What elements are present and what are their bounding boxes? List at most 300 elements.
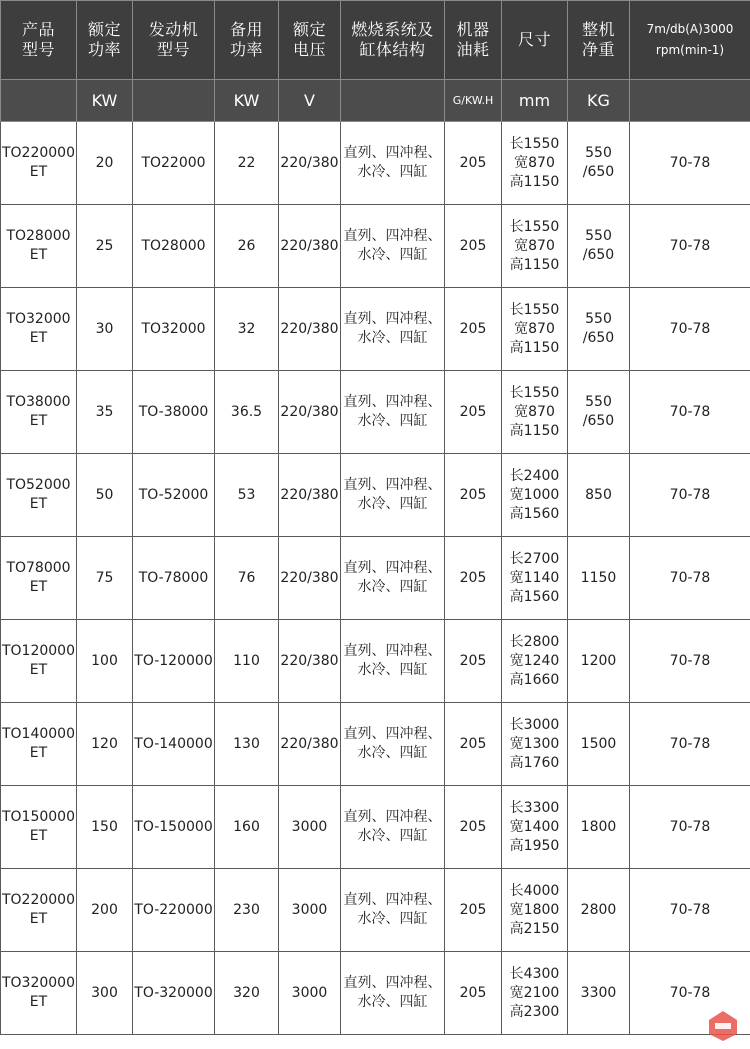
combustion-system-cell-text: 水冷、四缸 bbox=[357, 662, 428, 678]
fuel-consumption-cell bbox=[445, 786, 502, 869]
combustion-system-cell bbox=[341, 371, 445, 454]
combustion-system-cell-text: 直列、四冲程、 bbox=[343, 975, 442, 991]
unit-cell bbox=[630, 80, 750, 122]
combustion-system-cell bbox=[341, 288, 445, 371]
fuel-consumption-cell bbox=[445, 869, 502, 952]
header-product-model: 产品 型号 bbox=[1, 1, 77, 80]
dimensions-cell bbox=[502, 454, 568, 537]
fuel-consumption-cell-text: 205 bbox=[459, 569, 487, 586]
fuel-consumption-cell-text: 205 bbox=[459, 735, 487, 752]
combustion-system-cell-text: 水冷、四缸 bbox=[357, 745, 428, 761]
dimensions-cell-text: 宽1300 bbox=[509, 735, 560, 752]
product-model-cell-text: ET bbox=[29, 745, 48, 761]
net-weight-cell-text: 550 bbox=[585, 394, 612, 410]
standby-power-cell bbox=[215, 620, 279, 703]
product-model-cell bbox=[1, 205, 77, 288]
engine-model-cell-text: TO28000 bbox=[141, 237, 206, 254]
engine-model-cell bbox=[133, 620, 215, 703]
table-row bbox=[1, 205, 750, 288]
noise-level-cell-text: 70-78 bbox=[669, 901, 711, 918]
net-weight-cell-text: /650 bbox=[582, 330, 615, 346]
rated-power-cell bbox=[77, 786, 133, 869]
dimensions-cell-text: 长4300 bbox=[509, 965, 560, 982]
combustion-system-cell-text: 水冷、四缸 bbox=[357, 828, 428, 844]
product-model-cell bbox=[1, 371, 77, 454]
combustion-system-cell-text: 直列、四冲程、 bbox=[343, 394, 442, 410]
fuel-consumption-cell bbox=[445, 288, 502, 371]
rated-voltage-cell-text: 220/380 bbox=[280, 403, 339, 420]
engine-model-cell bbox=[133, 786, 215, 869]
net-weight-cell-text: 1500 bbox=[580, 735, 617, 752]
standby-power-cell-text: 160 bbox=[233, 818, 260, 835]
net-weight-cell bbox=[568, 371, 630, 454]
product-model-cell-text: ET bbox=[29, 994, 48, 1010]
engine-model-cell bbox=[133, 537, 215, 620]
noise-level-cell-text: 70-78 bbox=[669, 735, 711, 752]
standby-power-cell-text: 53 bbox=[237, 486, 256, 503]
engine-model-cell bbox=[133, 205, 215, 288]
dimensions-cell-text: 长1550 bbox=[509, 384, 560, 401]
rated-power-cell bbox=[77, 288, 133, 371]
dimensions-cell-text: 高1950 bbox=[509, 837, 560, 854]
standby-power-cell bbox=[215, 952, 279, 1035]
dimensions-cell bbox=[502, 869, 568, 952]
unit-cell: mm bbox=[502, 80, 568, 122]
combustion-system-cell-text: 水冷、四缸 bbox=[357, 911, 428, 927]
standby-power-cell-text: 26 bbox=[237, 237, 256, 254]
unit-cell: KW bbox=[77, 80, 133, 122]
standby-power-cell-text: 230 bbox=[233, 901, 260, 918]
net-weight-cell-text: /650 bbox=[582, 164, 615, 180]
product-model-cell-text: ET bbox=[29, 496, 48, 512]
product-model-cell-text: TO220000 bbox=[1, 892, 75, 908]
unit-row bbox=[1, 80, 750, 122]
dimensions-cell-text: 长3300 bbox=[509, 799, 560, 816]
rated-voltage-cell bbox=[279, 288, 341, 371]
header-dimensions: 尺寸 bbox=[502, 1, 568, 80]
engine-model-cell-text: TO-150000 bbox=[134, 818, 213, 835]
unit-cell bbox=[341, 80, 445, 122]
rated-voltage-cell bbox=[279, 703, 341, 786]
combustion-system-cell-text: 直列、四冲程、 bbox=[343, 726, 442, 742]
engine-model-cell-text: TO-52000 bbox=[138, 486, 209, 503]
net-weight-cell-text: 1800 bbox=[580, 818, 617, 835]
fuel-consumption-cell bbox=[445, 620, 502, 703]
dimensions-cell-text: 高1560 bbox=[509, 588, 560, 605]
noise-level-cell bbox=[630, 703, 750, 786]
header-combustion-system: 燃烧系统及 缸体结构 bbox=[341, 1, 445, 80]
combustion-system-cell bbox=[341, 454, 445, 537]
net-weight-cell bbox=[568, 205, 630, 288]
combustion-system-cell-text: 水冷、四缸 bbox=[357, 164, 428, 180]
standby-power-cell-text: 76 bbox=[237, 569, 256, 586]
standby-power-cell bbox=[215, 288, 279, 371]
dimensions-cell-text: 宽1140 bbox=[509, 569, 560, 586]
header-fuel-consumption: 机器 油耗 bbox=[445, 1, 502, 80]
product-model-cell bbox=[1, 454, 77, 537]
product-model-cell-text: ET bbox=[29, 662, 48, 678]
product-model-cell bbox=[1, 869, 77, 952]
noise-level-cell bbox=[630, 454, 750, 537]
noise-level-cell-text: 70-78 bbox=[669, 984, 711, 1001]
product-model-cell-text: TO38000 bbox=[6, 394, 71, 410]
noise-level-cell-text: 70-78 bbox=[669, 652, 711, 669]
dimensions-cell-text: 宽1000 bbox=[509, 486, 560, 503]
net-weight-cell bbox=[568, 703, 630, 786]
fuel-consumption-cell bbox=[445, 454, 502, 537]
standby-power-cell bbox=[215, 122, 279, 205]
dimensions-cell-text: 长2700 bbox=[509, 550, 560, 567]
noise-level-cell-text: 70-78 bbox=[669, 237, 711, 254]
unit-cell: KW bbox=[215, 80, 279, 122]
rated-power-cell-text: 35 bbox=[95, 403, 114, 420]
fuel-consumption-cell bbox=[445, 703, 502, 786]
header-noise-level: 7m/db(A)3000 rpm(min-1) bbox=[630, 1, 750, 80]
product-model-cell-text: TO28000 bbox=[6, 228, 71, 244]
product-model-cell-text: ET bbox=[29, 828, 48, 844]
dimensions-cell-text: 长1550 bbox=[509, 301, 560, 318]
rated-voltage-cell-text: 220/380 bbox=[280, 569, 339, 586]
dimensions-cell-text: 宽1240 bbox=[509, 652, 560, 669]
standby-power-cell bbox=[215, 537, 279, 620]
fuel-consumption-cell-text: 205 bbox=[459, 237, 487, 254]
table-row bbox=[1, 454, 750, 537]
fuel-consumption-cell-text: 205 bbox=[459, 320, 487, 337]
combustion-system-cell-text: 直列、四冲程、 bbox=[343, 643, 442, 659]
combustion-system-cell bbox=[341, 952, 445, 1035]
rated-power-cell-text: 30 bbox=[95, 320, 114, 337]
standby-power-cell-text: 22 bbox=[237, 154, 256, 171]
combustion-system-cell-text: 直列、四冲程、 bbox=[343, 477, 442, 493]
product-model-cell-text: TO150000 bbox=[1, 809, 75, 825]
fuel-consumption-cell-text: 205 bbox=[459, 984, 487, 1001]
rated-power-cell-text: 300 bbox=[91, 984, 118, 1001]
dimensions-cell-text: 长2800 bbox=[509, 633, 560, 650]
dimensions-cell-text: 长1550 bbox=[509, 218, 560, 235]
standby-power-cell-text: 110 bbox=[233, 652, 260, 669]
dimensions-cell-text: 高1150 bbox=[509, 422, 560, 439]
rated-power-cell-text: 50 bbox=[95, 486, 114, 503]
dimensions-cell-text: 宽870 bbox=[514, 154, 555, 171]
engine-model-cell-text: TO-120000 bbox=[134, 652, 213, 669]
dimensions-cell-text: 高2150 bbox=[509, 920, 560, 937]
table-row bbox=[1, 952, 750, 1035]
dimensions-cell bbox=[502, 371, 568, 454]
fuel-consumption-cell-text: 205 bbox=[459, 652, 487, 669]
rated-power-cell-text: 25 bbox=[95, 237, 114, 254]
dimensions-cell-text: 宽1400 bbox=[509, 818, 560, 835]
noise-level-cell bbox=[630, 288, 750, 371]
rated-power-cell-text: 100 bbox=[91, 652, 118, 669]
engine-model-cell-text: TO-140000 bbox=[134, 735, 213, 752]
rated-voltage-cell-text: 220/380 bbox=[280, 486, 339, 503]
product-model-cell bbox=[1, 537, 77, 620]
fuel-consumption-cell bbox=[445, 122, 502, 205]
header-engine-model: 发动机 型号 bbox=[133, 1, 215, 80]
product-model-cell-text: TO32000 bbox=[6, 311, 71, 327]
rated-voltage-cell-text: 3000 bbox=[291, 984, 328, 1001]
unit-cell: V bbox=[279, 80, 341, 122]
rated-voltage-cell-text: 220/380 bbox=[280, 237, 339, 254]
combustion-system-cell-text: 直列、四冲程、 bbox=[343, 892, 442, 908]
product-model-cell-text: ET bbox=[29, 579, 48, 595]
engine-model-cell-text: TO-320000 bbox=[134, 984, 213, 1001]
combustion-system-cell-text: 水冷、四缸 bbox=[357, 247, 428, 263]
dimensions-cell bbox=[502, 620, 568, 703]
dimensions-cell-text: 高1150 bbox=[509, 256, 560, 273]
noise-level-cell bbox=[630, 537, 750, 620]
fuel-consumption-cell-text: 205 bbox=[459, 818, 487, 835]
net-weight-cell-text: 550 bbox=[585, 145, 612, 161]
engine-model-cell-text: TO22000 bbox=[141, 154, 206, 171]
header-net-weight: 整机 净重 bbox=[568, 1, 630, 80]
engine-model-cell bbox=[133, 454, 215, 537]
product-model-cell-text: ET bbox=[29, 413, 48, 429]
dimensions-cell-text: 宽870 bbox=[514, 403, 555, 420]
noise-level-cell-text: 70-78 bbox=[669, 569, 711, 586]
dimensions-cell bbox=[502, 205, 568, 288]
dimensions-cell-text: 长3000 bbox=[509, 716, 560, 733]
product-model-cell-text: TO120000 bbox=[1, 643, 75, 659]
fuel-consumption-cell bbox=[445, 205, 502, 288]
rated-voltage-cell bbox=[279, 952, 341, 1035]
noise-level-cell bbox=[630, 205, 750, 288]
engine-model-cell-text: TO32000 bbox=[141, 320, 206, 337]
rated-power-cell bbox=[77, 537, 133, 620]
combustion-system-cell-text: 直列、四冲程、 bbox=[343, 809, 442, 825]
fuel-consumption-cell-text: 205 bbox=[459, 901, 487, 918]
combustion-system-cell bbox=[341, 537, 445, 620]
dimensions-cell-text: 高2300 bbox=[509, 1003, 560, 1020]
rated-voltage-cell bbox=[279, 454, 341, 537]
noise-level-cell-text: 70-78 bbox=[669, 154, 711, 171]
combustion-system-cell bbox=[341, 620, 445, 703]
noise-level-cell-text: 70-78 bbox=[669, 818, 711, 835]
rated-voltage-cell-text: 220/380 bbox=[280, 735, 339, 752]
rated-power-cell bbox=[77, 703, 133, 786]
net-weight-cell-text: 3300 bbox=[580, 984, 617, 1001]
combustion-system-cell bbox=[341, 122, 445, 205]
standby-power-cell bbox=[215, 786, 279, 869]
dimensions-cell bbox=[502, 122, 568, 205]
product-model-cell-text: ET bbox=[29, 164, 48, 180]
combustion-system-cell-text: 直列、四冲程、 bbox=[343, 311, 442, 327]
product-model-cell-text: ET bbox=[29, 911, 48, 927]
rated-voltage-cell-text: 220/380 bbox=[280, 320, 339, 337]
standby-power-cell-text: 320 bbox=[233, 984, 260, 1001]
unit-cell: KG bbox=[568, 80, 630, 122]
product-model-cell-text: ET bbox=[29, 247, 48, 263]
table-row bbox=[1, 371, 750, 454]
standby-power-cell bbox=[215, 869, 279, 952]
rated-voltage-cell bbox=[279, 620, 341, 703]
net-weight-cell-text: 550 bbox=[585, 311, 612, 327]
engine-model-cell bbox=[133, 288, 215, 371]
fuel-consumption-cell bbox=[445, 537, 502, 620]
net-weight-cell bbox=[568, 869, 630, 952]
product-model-cell bbox=[1, 703, 77, 786]
net-weight-cell-text: 850 bbox=[585, 486, 612, 503]
combustion-system-cell-text: 水冷、四缸 bbox=[357, 994, 428, 1010]
table-row bbox=[1, 122, 750, 205]
table-row bbox=[1, 537, 750, 620]
engine-model-cell bbox=[133, 371, 215, 454]
rated-voltage-cell-text: 3000 bbox=[291, 901, 328, 918]
rated-voltage-cell-text: 220/380 bbox=[280, 652, 339, 669]
dimensions-cell-text: 长1550 bbox=[509, 135, 560, 152]
unit-cell bbox=[133, 80, 215, 122]
rated-power-cell-text: 150 bbox=[91, 818, 118, 835]
product-model-cell bbox=[1, 952, 77, 1035]
rated-power-cell bbox=[77, 869, 133, 952]
standby-power-cell-text: 36.5 bbox=[230, 403, 263, 420]
rated-voltage-cell bbox=[279, 122, 341, 205]
product-model-cell-text: ET bbox=[29, 330, 48, 346]
net-weight-cell bbox=[568, 786, 630, 869]
table-row bbox=[1, 786, 750, 869]
noise-level-cell bbox=[630, 869, 750, 952]
standby-power-cell bbox=[215, 205, 279, 288]
engine-model-cell-text: TO-78000 bbox=[138, 569, 209, 586]
table-row bbox=[1, 703, 750, 786]
standby-power-cell-text: 130 bbox=[233, 735, 260, 752]
combustion-system-cell bbox=[341, 205, 445, 288]
dimensions-cell-text: 长4000 bbox=[509, 882, 560, 899]
header-rated-voltage: 额定 电压 bbox=[279, 1, 341, 80]
rated-power-cell bbox=[77, 122, 133, 205]
net-weight-cell-text: 1200 bbox=[580, 652, 617, 669]
combustion-system-cell-text: 水冷、四缸 bbox=[357, 413, 428, 429]
net-weight-cell-text: /650 bbox=[582, 413, 615, 429]
engine-model-cell bbox=[133, 703, 215, 786]
rated-power-cell bbox=[77, 205, 133, 288]
dimensions-cell-text: 宽870 bbox=[514, 320, 555, 337]
product-model-cell-text: TO140000 bbox=[1, 726, 75, 742]
dimensions-cell-text: 高1660 bbox=[509, 671, 560, 688]
product-model-cell bbox=[1, 288, 77, 371]
dimensions-cell bbox=[502, 952, 568, 1035]
table-row bbox=[1, 869, 750, 952]
noise-level-cell-text: 70-78 bbox=[669, 403, 711, 420]
dimensions-cell-text: 高1150 bbox=[509, 173, 560, 190]
dimensions-cell-text: 长2400 bbox=[509, 467, 560, 484]
combustion-system-cell-text: 水冷、四缸 bbox=[357, 579, 428, 595]
engine-model-cell bbox=[133, 122, 215, 205]
noise-level-cell bbox=[630, 620, 750, 703]
standby-power-cell-text: 32 bbox=[237, 320, 256, 337]
noise-level-cell bbox=[630, 786, 750, 869]
net-weight-cell bbox=[568, 620, 630, 703]
dimensions-cell bbox=[502, 288, 568, 371]
rated-power-cell-text: 20 bbox=[95, 154, 114, 171]
header-rated-power: 额定 功率 bbox=[77, 1, 133, 80]
brand-stamp-icon bbox=[706, 1009, 740, 1043]
noise-level-cell bbox=[630, 371, 750, 454]
rated-power-cell-text: 120 bbox=[91, 735, 118, 752]
rated-voltage-cell bbox=[279, 869, 341, 952]
dimensions-cell bbox=[502, 786, 568, 869]
net-weight-cell-text: 2800 bbox=[580, 901, 617, 918]
dimensions-cell bbox=[502, 537, 568, 620]
product-model-cell-text: TO320000 bbox=[1, 975, 75, 991]
dimensions-cell bbox=[502, 703, 568, 786]
rated-power-cell bbox=[77, 952, 133, 1035]
net-weight-cell bbox=[568, 537, 630, 620]
rated-power-cell bbox=[77, 620, 133, 703]
net-weight-cell bbox=[568, 122, 630, 205]
product-model-cell-text: TO78000 bbox=[6, 560, 71, 576]
rated-voltage-cell-text: 3000 bbox=[291, 818, 328, 835]
engine-model-cell-text: TO-220000 bbox=[134, 901, 213, 918]
combustion-system-cell-text: 水冷、四缸 bbox=[357, 330, 428, 346]
rated-voltage-cell bbox=[279, 537, 341, 620]
net-weight-cell-text: 550 bbox=[585, 228, 612, 244]
net-weight-cell bbox=[568, 288, 630, 371]
dimensions-cell-text: 高1560 bbox=[509, 505, 560, 522]
standby-power-cell bbox=[215, 703, 279, 786]
combustion-system-cell-text: 直列、四冲程、 bbox=[343, 145, 442, 161]
combustion-system-cell-text: 直列、四冲程、 bbox=[343, 228, 442, 244]
product-model-cell bbox=[1, 786, 77, 869]
table-row bbox=[1, 288, 750, 371]
dimensions-cell-text: 宽870 bbox=[514, 237, 555, 254]
fuel-consumption-cell bbox=[445, 371, 502, 454]
engine-model-cell bbox=[133, 869, 215, 952]
product-model-cell-text: TO220000 bbox=[1, 145, 75, 161]
net-weight-cell-text: 1150 bbox=[580, 569, 617, 586]
rated-voltage-cell bbox=[279, 786, 341, 869]
noise-level-cell-text: 70-78 bbox=[669, 320, 711, 337]
product-model-cell-text: TO52000 bbox=[6, 477, 71, 493]
rated-voltage-cell-text: 220/380 bbox=[280, 154, 339, 171]
rated-voltage-cell bbox=[279, 205, 341, 288]
header-standby-power: 备用 功率 bbox=[215, 1, 279, 80]
fuel-consumption-cell-text: 205 bbox=[459, 403, 487, 420]
net-weight-cell bbox=[568, 454, 630, 537]
net-weight-cell-text: /650 bbox=[582, 247, 615, 263]
table-row bbox=[1, 620, 750, 703]
rated-power-cell bbox=[77, 454, 133, 537]
noise-level-cell bbox=[630, 122, 750, 205]
engine-model-cell-text: TO-38000 bbox=[138, 403, 209, 420]
combustion-system-cell bbox=[341, 786, 445, 869]
dimensions-cell-text: 高1150 bbox=[509, 339, 560, 356]
dimensions-cell-text: 宽1800 bbox=[509, 901, 560, 918]
header-row bbox=[1, 1, 750, 80]
fuel-consumption-cell-text: 205 bbox=[459, 154, 487, 171]
net-weight-cell bbox=[568, 952, 630, 1035]
rated-voltage-cell bbox=[279, 371, 341, 454]
standby-power-cell bbox=[215, 371, 279, 454]
engine-model-cell bbox=[133, 952, 215, 1035]
dimensions-cell-text: 高1760 bbox=[509, 754, 560, 771]
rated-power-cell-text: 200 bbox=[91, 901, 118, 918]
rated-power-cell-text: 75 bbox=[95, 569, 114, 586]
noise-level-cell-text: 70-78 bbox=[669, 486, 711, 503]
product-model-cell bbox=[1, 620, 77, 703]
combustion-system-cell bbox=[341, 703, 445, 786]
fuel-consumption-cell-text: 205 bbox=[459, 486, 487, 503]
unit-cell: G/KW.H bbox=[445, 80, 502, 122]
combustion-system-cell bbox=[341, 869, 445, 952]
combustion-system-cell-text: 直列、四冲程、 bbox=[343, 560, 442, 576]
dimensions-cell-text: 宽2100 bbox=[509, 984, 560, 1001]
fuel-consumption-cell bbox=[445, 952, 502, 1035]
unit-cell bbox=[1, 80, 77, 122]
standby-power-cell bbox=[215, 454, 279, 537]
combustion-system-cell-text: 水冷、四缸 bbox=[357, 496, 428, 512]
product-model-cell bbox=[1, 122, 77, 205]
